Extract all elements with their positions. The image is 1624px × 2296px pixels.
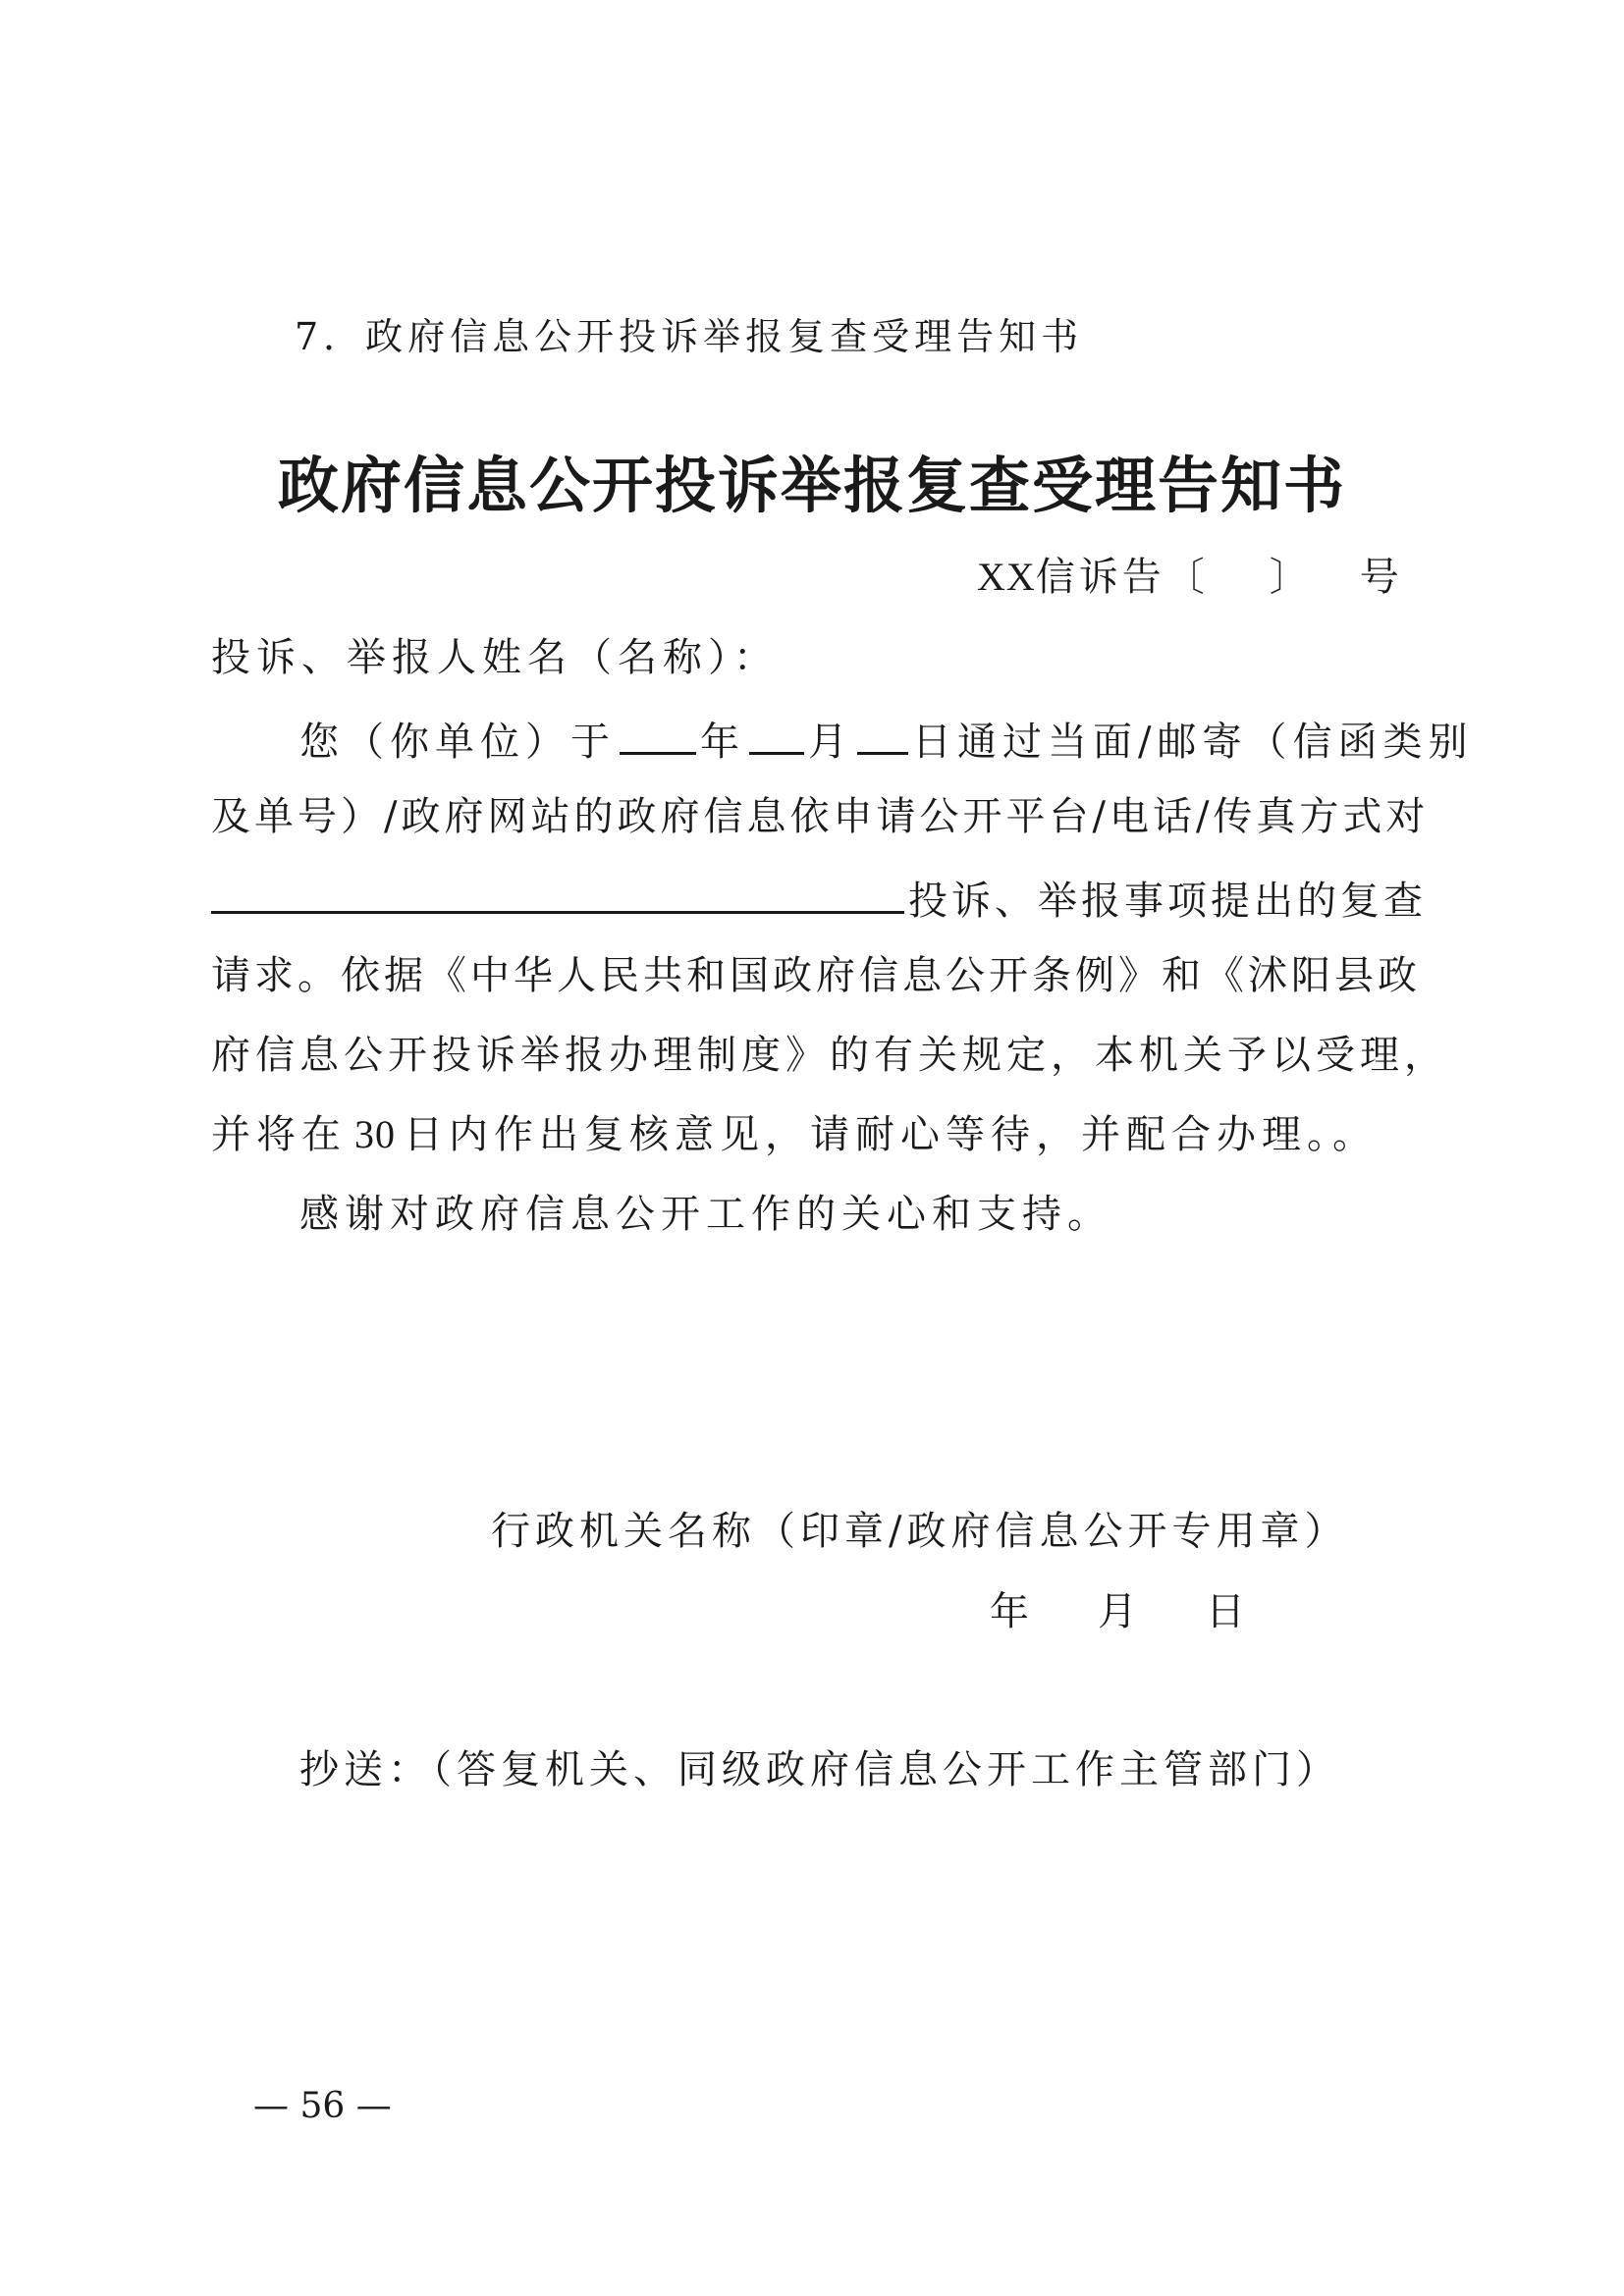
text-span: 月 bbox=[808, 720, 853, 765]
paragraph-line-1 bbox=[299, 713, 1473, 767]
date-year: 年 bbox=[990, 1589, 1035, 1634]
matter-blank bbox=[211, 872, 904, 914]
doc-number-suffix: 号 bbox=[1359, 555, 1403, 600]
year-blank bbox=[620, 713, 696, 755]
document-title: 政府信息公开投诉举报复查受理告知书 bbox=[277, 450, 1346, 521]
document-number bbox=[977, 553, 1403, 602]
text-span: 日内作出复核意见，请耐心等待，并配合办理。。 bbox=[404, 1112, 1378, 1157]
text-span: 您（你单位）于 bbox=[299, 720, 616, 765]
section-label: 7．政府信息公开投诉举报复查受理告知书 bbox=[295, 315, 1084, 358]
date-day: 日 bbox=[1206, 1589, 1251, 1634]
salutation: 投诉、举报人姓名（名称）： bbox=[211, 635, 779, 680]
doc-number-prefix: XX bbox=[977, 555, 1036, 599]
paragraph-line-5: 府信息公开投诉举报办理制度》的有关规定，本机关予以受理， bbox=[211, 1033, 1448, 1078]
page-number: — 56 — bbox=[253, 2086, 392, 2126]
text-span: 投诉、举报事项提出的复查 bbox=[908, 879, 1427, 924]
month-blank bbox=[749, 713, 804, 755]
paragraph-line-4: 请求。依据《中华人民共和国政府信息公开条例》和《沭阳县政 bbox=[211, 953, 1421, 998]
days-number: 30 bbox=[354, 1112, 396, 1156]
doc-number-mid: 信诉告〔 bbox=[1035, 555, 1209, 600]
cc-line: 抄送：（答复机关、同级政府信息公开工作主管部门） bbox=[299, 1747, 1340, 1792]
text-span: 年 bbox=[700, 720, 745, 765]
paragraph-line-6 bbox=[211, 1110, 1378, 1159]
paragraph-line-3 bbox=[211, 872, 1427, 926]
thanks-line: 感谢对政府信息公开工作的关心和支持。 bbox=[299, 1192, 1112, 1237]
date-month: 月 bbox=[1098, 1589, 1143, 1634]
day-blank bbox=[857, 713, 908, 755]
text-span: 并将在 bbox=[211, 1112, 347, 1157]
text-span: 日通过当面/邮寄（信函类别 bbox=[912, 720, 1474, 765]
signature-line: 行政机关名称（印章/政府信息公开专用章） bbox=[491, 1509, 1349, 1554]
doc-number-close: 〕 bbox=[1269, 555, 1313, 600]
signature-date bbox=[990, 1587, 1251, 1636]
paragraph-line-2: 及单号）/政府网站的政府信息依申请公开平台/电话/传真方式对 bbox=[211, 794, 1430, 839]
